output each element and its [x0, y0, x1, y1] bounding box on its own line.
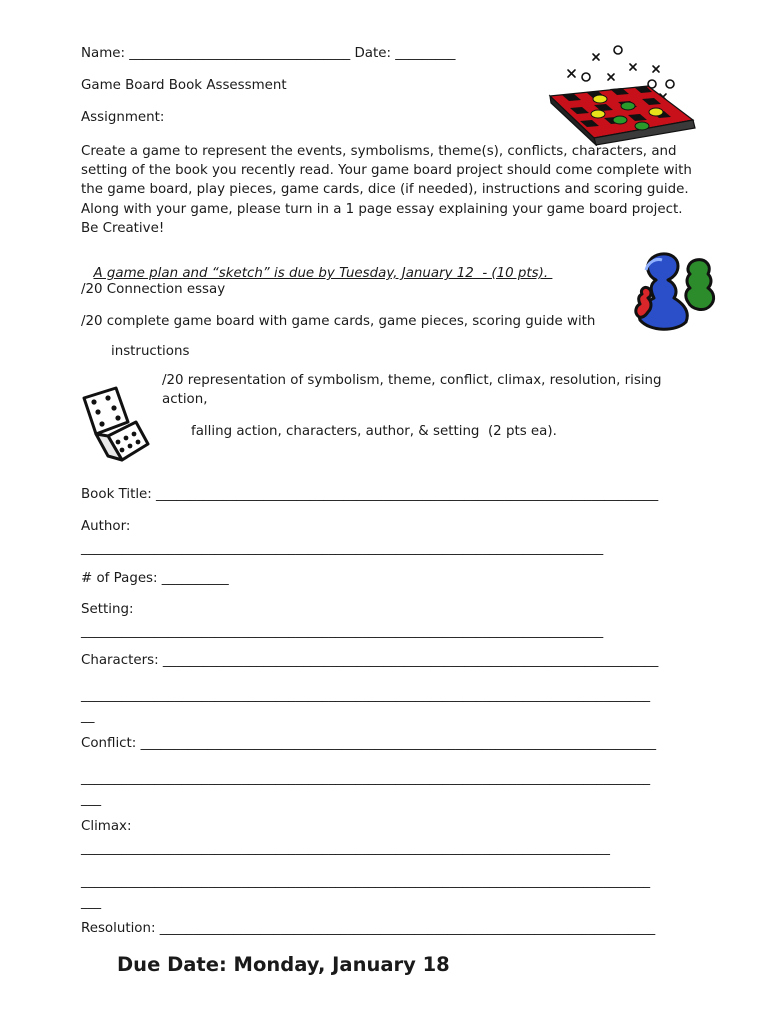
game-plan-note: A game plan and “sketch” is due by Tuesday, January 12 - (10 pts). [93, 266, 553, 281]
book-title-field: Book Title: ___________________________________________________________________________ [81, 487, 659, 502]
conflict-blank: _____________________________________________________________________________________ [81, 771, 651, 786]
dice-clipart-icon [78, 384, 152, 464]
checkerboard-clipart-icon [548, 42, 704, 146]
pages-field: # of Pages: __________ [81, 571, 229, 586]
climax-blank-tail: ___ [81, 895, 102, 910]
score-item-board: /20 complete game board with game cards, game pieces, scoring guide with [81, 314, 596, 329]
assignment-paragraph: Create a game to represent the events, symbolisms, theme(s), conflicts, characters, and setting of the book you recently read. Your game board project should come complete with the game board, play pieces, game cards, dice (if needed), instructions and scoring guide. Along with your game, please turn in a 1 page essay explaining your game board project. Be Creative! [81, 144, 692, 236]
characters-blank-tail: __ [81, 709, 95, 724]
resolution-field: Resolution: __________________________________________________________________________ [81, 921, 656, 936]
characters-field: Characters: __________________________________________________________________________ [81, 653, 659, 668]
conflict-field: Conflict: _____________________________________________________________________________ [81, 736, 657, 751]
climax-blank-2: _____________________________________________________________________________________ [81, 874, 651, 889]
game-pawns-clipart-icon [632, 250, 724, 338]
author-label: Author: [81, 519, 131, 534]
conflict-blank-tail: ___ [81, 792, 102, 807]
author-blank: ______________________________________________________________________________ [81, 541, 604, 556]
climax-blank: _______________________________________________________________________________ [81, 841, 610, 856]
score-item-essay: /20 Connection essay [81, 282, 226, 297]
climax-label: Climax: [81, 819, 132, 834]
score-item-representation-cont: falling action, characters, author, & setting (2 pts ea). [191, 424, 557, 439]
score-item-representation: /20 representation of symbolism, theme, conflict, climax, resolution, rising action, [162, 373, 662, 407]
assignment-label: Assignment: [81, 110, 165, 125]
name-date-line: Name: _________________________________ Date: _________ [81, 46, 456, 61]
characters-blank: _____________________________________________________________________________________ [81, 688, 651, 703]
due-date: Due Date: Monday, January 18 [117, 953, 450, 976]
setting-blank: ______________________________________________________________________________ [81, 624, 604, 639]
score-item-board-cont: instructions [111, 344, 190, 359]
page-title: Game Board Book Assessment [81, 78, 287, 93]
setting-label: Setting: [81, 602, 134, 617]
